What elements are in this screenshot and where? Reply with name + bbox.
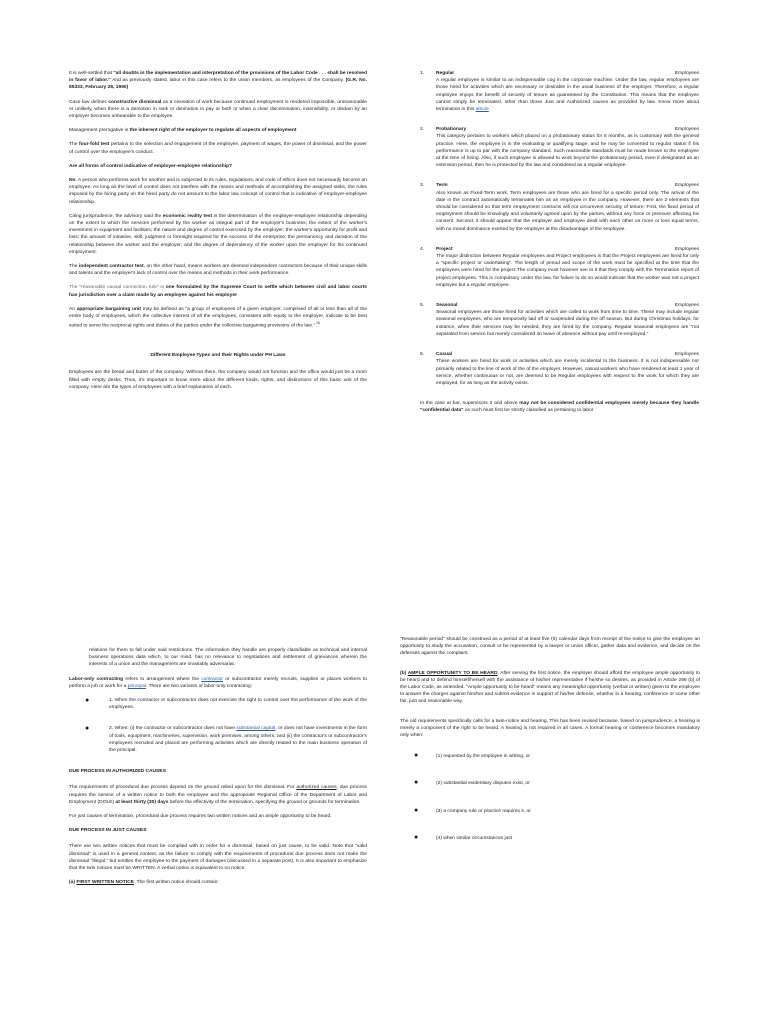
- item-description: This category pertains to workers which placed on a probationary status for 6 months, as is customary with the general practice. Here, the employee is in the evaluating or qualifying stage, and he may be converted to regular status if his performance is up to par with the company standard. Such reasonable standards must be made known to the employee at the time of hiring. Also, if such employee is allowed to work beyond the probationary period, even if designated as an extension period, then he is protected by the law and considered as a regular employee.: [436, 134, 699, 169]
- item-heading: [436, 246, 699, 253]
- item-number: 1.: [420, 71, 425, 76]
- employee-type-item: [420, 351, 699, 387]
- list-item: ● 1. When the contractor or subcontractor does not exercise the right to control over the performance of the work of the employees.: [85, 697, 367, 711]
- paragraph-old-requirements: The old requirements specifically calls for a twin-notice and hearing. This has been revised because, based on jurisprudence, a hearing is merely a component of the right to be heard. A hearing is not required in all cases. A formal hearing or conference becomes mandatory only when:: [400, 718, 700, 739]
- item-tag: Employees: [674, 352, 699, 358]
- item-number: 2.: [420, 127, 425, 133]
- principal-link[interactable]: principal: [127, 683, 146, 689]
- bullet-icon: ●: [414, 752, 419, 760]
- list-item: ● (4) when similar circumstances just: [414, 833, 513, 841]
- paragraph-causal-connection: The "reasonable causal connection rule" is one formulated by the Supreme Court to settle which between civil and labor courts has jurisdiction over a claim made by an employee against his employer: [69, 285, 367, 298]
- page1-right-column: [420, 70, 699, 422]
- item-title: Probationary: [436, 127, 467, 133]
- item-tag: Employees: [674, 127, 699, 133]
- item-description: Also known as Fixed-Term work, Term employees are those who are hired for a specific period only. The arrival of the date in the contract automatically terminates him as an employee in the company. However, there are 2 elements that should be considered so that term employment contracts will not circumvent security of tenure: First, the fixed period of employment should be knowingly and voluntarily agreed upon by the parties, without any force or pressure affecting his consent. Second, it should appear that the employer and employee dealt with each other on more or less equal terms, with no moral dominance exerted by the employer at the disadvantage of the employee.: [436, 190, 699, 232]
- article-link[interactable]: article: [475, 107, 489, 113]
- bullet-icon: ●: [85, 697, 90, 705]
- item-description: The major distinction between Regular employees and Project employees is that the Project employees are hired for only a "specific project or undertaking". The length of period and scope of the work must be specified at the time that the employees were hired for the project.The company must however see to it that they comply with the Termination report of project employees. This is compulsory under the law, for failure to do so would indicate that the worker was not a project employee but a regular employee.: [436, 254, 699, 288]
- page2-left-column: [69, 647, 367, 893]
- item-title: Casual: [436, 352, 453, 358]
- employee-type-item: [420, 182, 699, 232]
- paragraph-two-written-notices: There are two written notices that must be complied with in order for a dismissal, based on just cause, to be valid. Note that "valid dismissal" is used in a general context, as the failure to comply with the requirements of procedural due process does not make the dismissal "illegal," but entitles the employee to the payment of damages (discussed in a separate post). It is also important to emphasize that the twin notices must be WRITTEN. A verbal notice is equivalent to no notice.: [69, 844, 367, 872]
- contractor-link[interactable]: contractor: [201, 676, 223, 682]
- paragraph-authorized-causes: The requirements of procedural due process depend on the ground relied upon for the dismissal. For authorized causes, due process requires the service of a written notice to both the employee and the appropriate Regional Office of the Department of Labor and Employment (DOLE) at least thirty (30) days before the effectivity of the termination, specifying the ground or grounds for termination.: [69, 785, 367, 805]
- item-description: A regular employee is similar to an indispensable cog in the corporate machine. Under the law, regular employees are those hired for activities which are necessary or desirable in the usual business of the employer. Therefore, a regular employee enjoys the benefit of security of tenure as guaranteed by the Constitution. This means that the employee cannot simply be terminated, other than those Just and Authorized causes as provided by law. Know more about termination in this article.: [436, 78, 699, 113]
- paragraph-constructive-dismissal: Case law defines constructive dismissal as a cessation of work because continued employment is rendered impossible, unreasonable or unlikely, when there is a demotion in rank or diminution in pay or both or when a clear discrimination, insensibility, or disdain by an employer becomes unbearable to the employee.: [69, 99, 368, 120]
- paragraph-continuation: relations for them to fall under said restrictions. The information they handle are properly classifiable as technical and internal business operations data which, to our mind, has no relevance to negotiations and settlement of grievances wherein the interests of a union and the management are invariably adversarial.: [89, 648, 367, 668]
- list-item: ● (2) substantial evidentiary disputes exist, or: [414, 779, 530, 787]
- item-heading: [436, 302, 699, 309]
- employee-type-item: [420, 126, 699, 169]
- paragraph-four-fold-test: The four-fold test pertains to the selection and engagement of the employee, payment of wages, the power of dismissal, and the power of control over the employee's conduct.: [69, 142, 368, 155]
- item-number: 4.: [420, 246, 425, 252]
- item-description: Seasonal employees are those hired for activities which are called to work from time to time. These may include regular seasonal employees, who are temporarily laid off or suspended during the off season. But during Christmas holidays, for instance, when their services may be needed, they are hired by the company. Regular seasonal employees are "not separated from service but merely considered on leave of absence without pay until re-employed.": [436, 310, 699, 337]
- paragraph-labor-doubts: It is well-settled that "all doubts in the implementation and interpretation of the provisions of the Labor Code . . . shall be resolved in favor of labor." And as previously stated, labor in this case refers to the union members, as employees of the Company. (G.R. No. 85333, February 26, 1990): [69, 71, 367, 91]
- item-heading: [436, 182, 699, 189]
- item-tag: Employees: [674, 303, 699, 309]
- bullet-icon: ●: [414, 806, 419, 814]
- item-title: Seasonal: [436, 303, 458, 309]
- substantial-capital-link[interactable]: substantial capital: [236, 726, 276, 732]
- bullet-icon: ●: [414, 779, 419, 787]
- paragraph-economic-reality: Citing jurisprudence, the advisory said the economic reality test is the determination of the employer-employee relationship depending on the extent to which the services performed by the worker as integral part of the employer's business; the extent of the worker's investment in equipment and facilities; the nature and degree of control exercised by the employer; the worker's opportunity for profit and loss; the amount of initiative, skill, judgment or foresight required for the success of the enterprise; the permanency and duration of the relationship between the worker and the employer; and the degree of dependency of the worker upon the employer for his continued employment.: [69, 213, 368, 255]
- page2-right-column: [400, 636, 700, 862]
- item-title: Regular: [436, 71, 455, 76]
- item-heading: [436, 126, 699, 133]
- bullet-icon: ●: [85, 725, 90, 733]
- list-item: ● (3) a company rule or practice requires it, or: [414, 806, 531, 814]
- section-heading-authorized-causes: DUE PROCESS IN AUTHORIZED CAUSES: [69, 769, 166, 775]
- document-page-2: [0, 512, 768, 1024]
- item-title: Project: [436, 246, 453, 252]
- paragraph-reasonable-period: "Reasonable period" should be construed as a period of at least five (5) calendar days from receipt of the notice to give the employee an opportunity to study the accusation, consult or be represented by a lawyer or union officer, gather data and evidence, and decide on the defenses against the complaint.: [400, 637, 700, 657]
- item-number: 6.: [420, 352, 425, 358]
- paragraph-management-prerogative: Management prerogative is the inherent right of the employer to regulate all aspects of employment: [69, 128, 297, 134]
- employee-type-item: [420, 246, 699, 289]
- bullet-icon: ●: [414, 833, 419, 841]
- employee-type-item: [420, 302, 699, 338]
- item-tag: Employees: [674, 183, 699, 189]
- item-title: Term: [436, 183, 448, 189]
- paragraph-bargaining-unit: An appropriate bargaining unit may be defined as "a group of employees of a given employer, comprised of all or less than all of the entire body of employees, which the collective interest of all the employees, consistent with equity to the employer, indicate to be best suited to serve the reciprocal rights and duties of the parties under the collective bargaining provisions of the law." $^{16}$: [69, 306, 367, 329]
- paragraph-case-at-bar: In the case at bar, supervisors 3 and above may not be considered confidential employees merely because they handle "confidential data" as such must first be strictly classified as pertaining to labor: [420, 401, 699, 414]
- item-heading: [436, 351, 699, 358]
- item-description: These workers are hired for work or activities which are merely incidental to the business. It is not indispensable nor primarily related to the line of work of the of the employer. However, casual workers who have rendered at least 1 year of service, whether continuous or not, are deemed to be Regular employees with respect to the work for which they are employed, for as long as the activity exists.: [436, 359, 699, 386]
- list-item: ● 2. When: (i) the contractor or subcontractor does not have substantial capital, or does not have investments in the form of tools, equipment, machineries, supervision, work premises, among others; and (ii) the contractor's or subcontractor's employees recruited and placed are performing activities which are directly related to the main business operation of the principal.: [85, 725, 367, 754]
- item-number: 5.: [420, 303, 425, 309]
- list-item: ● (1) requested by the employee in writing, or: [414, 752, 531, 760]
- paragraph-ample-opportunity: (b) AMPLE OPPORTUNITY TO BE HEARD. After serving the first notice, the employer should afford the employee ample opportunity to be heard and to defend himself/herself with the assistance of his/her representative if he/she so desires, as provided in Article 299 (b) of the Labor Code, as amended. "Ample opportunity to be heard" means any meaningful opportunity (verbal or written) given to the employee to answer the charges against him/her and submit evidence in support of his/her defense, whether in a hearing, conference or some other fair, just and reasonable way.: [400, 670, 700, 705]
- section-heading-just-causes: DUE PROCESS IN JUST CAUSES: [69, 828, 147, 834]
- item-heading: [436, 70, 699, 77]
- paragraph-no-control: No. A person who performs work for another and is subjected to its rules, regulations, and code of ethics does not necessarily become an employee. As long as the level of control does not interfere with the means and methods of accomplishing the assigned tasks, the rules imposed by the hiring party on the hired party do not amount to the labor law concept of control that is indicative of employer-employee relationship.: [69, 178, 367, 205]
- paragraph-first-written-notice: (a) FIRST WRITTEN NOTICE. The first written notice should contain:: [69, 880, 219, 886]
- paragraph-labor-only-contracting: Labor-only contracting refers to arrangement where the contractor or subcontractor merely recruits, supplies or places workers to perform a job or work for a principal. There are two variants of labor-only contracting:: [69, 676, 367, 689]
- page1-left-column: [69, 70, 367, 398]
- section-title-employee-types: Different Employee Types and their Rights under PH Laws: [150, 353, 286, 359]
- paragraph-independent-contractor: The independent contractor test, on the other hand, means workers are deemed independent contractors because of their unique skills and talents and the employer's lack of control over the means and methods in their work performance.: [69, 264, 367, 277]
- item-tag: Employees: [674, 246, 699, 252]
- paragraph-just-causes-notice: For just causes of termination, procedural due process requires two written notices and an ample opportunity to be heard.: [69, 814, 332, 820]
- item-number: 3.: [420, 183, 425, 189]
- employee-type-item: [420, 70, 699, 113]
- item-tag: Employees: [674, 71, 699, 76]
- paragraph-employees-intro: Employees are the bread and butter of the company. Without them, the company would not function and the office would just be a room filled with empty desks. Thus, it's important to know more about the different kinds, rights, and distinctions of this basic unit of the company. Here are the types of employees with a brief explanation of each.: [69, 370, 367, 390]
- employee-type-list: [420, 70, 699, 387]
- question-heading: Are all forms of control indicative of employer-employee relationship?: [69, 163, 233, 169]
